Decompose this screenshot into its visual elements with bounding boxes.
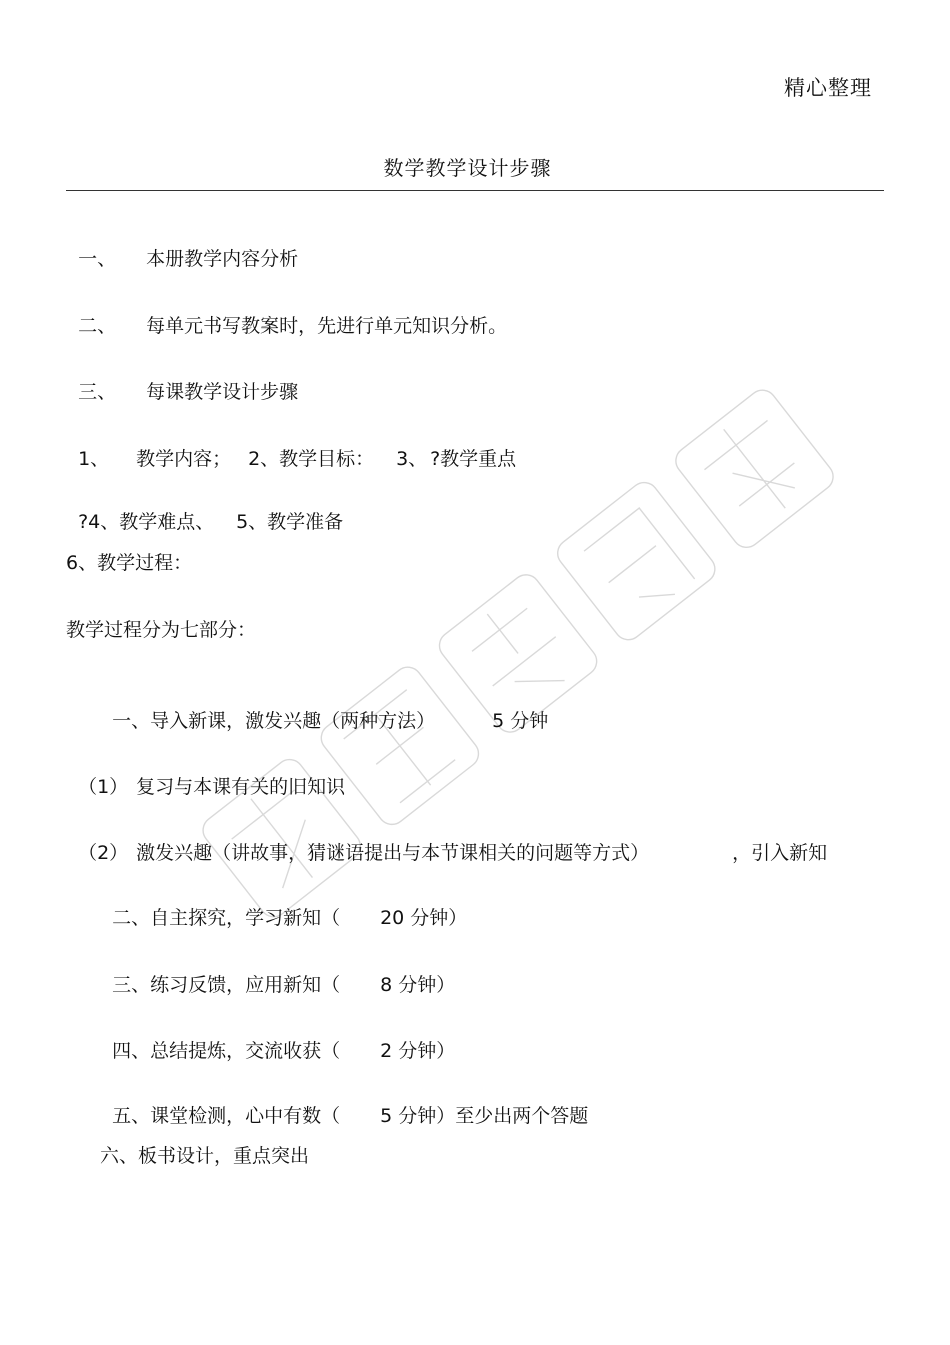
section-3-text: 每课教学设计步骤 [146,381,299,403]
part-2-text: 二、自主探究，学习新知（ [112,907,341,929]
part-2 [100,879,467,931]
part-1-sub-2 [66,814,827,866]
step-4-text: ?4、教学难点、 [78,511,215,533]
section-2 [66,287,507,339]
part-4-time: 2 分钟） [380,1040,456,1062]
part-1-time: 5 分钟 [492,710,549,732]
part-5-time: 5 分钟）至少出两个答题 [380,1105,589,1127]
section-1 [66,220,298,272]
step-3-number: 3、 [396,448,428,470]
part-3-text: 三、练习反馈，应用新知（ [112,974,341,996]
header-corner-text: 精心整理 [784,76,872,100]
part-2-time: 20 分钟） [380,907,468,929]
part-1-text: 一、导入新课，激发兴趣（两种方法） [112,710,436,732]
part-1-sub-2-number: （2） [78,842,129,864]
part-1-sub-1 [66,748,345,800]
process-intro: 教学过程分为七部分： [66,619,257,641]
part-1-sub-1-number: （1） [78,776,129,798]
part-3-time: 8 分钟） [380,974,456,996]
part-5-text: 五、课堂检测，心中有数（ [112,1105,341,1127]
section-2-number: 二、 [78,315,117,337]
section-3 [66,353,298,405]
steps-line-3: 6、教学过程： [66,552,193,574]
part-6: 六、板书设计，重点突出 [100,1145,310,1167]
step-5-text: 5、教学准备 [236,511,344,533]
part-1-sub-2-text: 激发兴趣（讲故事，猜谜语提出与本节课相关的问题等方式） [136,842,650,864]
section-1-text: 本册教学内容分析 [146,248,299,270]
section-1-number: 一、 [78,248,117,270]
section-2-text: 每单元书写教案时，先进行单元知识分析。 [146,315,508,337]
step-1-number: 1、 [78,448,110,470]
part-1-sub-2-tail: ，引入新知 [732,842,828,864]
step-3-text: ?教学重点 [430,448,517,470]
step-1-text: 教学内容； [136,448,232,470]
part-4 [100,1012,455,1064]
part-1 [100,682,548,734]
part-3 [100,946,455,998]
part-5 [100,1077,588,1129]
step-2-text: 2、教学目标： [248,448,375,470]
document-title: 数学教学设计步骤 [383,156,552,180]
steps-line-1 [66,420,516,472]
title-rule [66,190,884,191]
section-3-number: 三、 [78,381,117,403]
part-1-sub-1-text: 复习与本课有关的旧知识 [136,776,346,798]
steps-line-2 [66,483,343,535]
part-4-text: 四、总结提炼，交流收获（ [112,1040,341,1062]
